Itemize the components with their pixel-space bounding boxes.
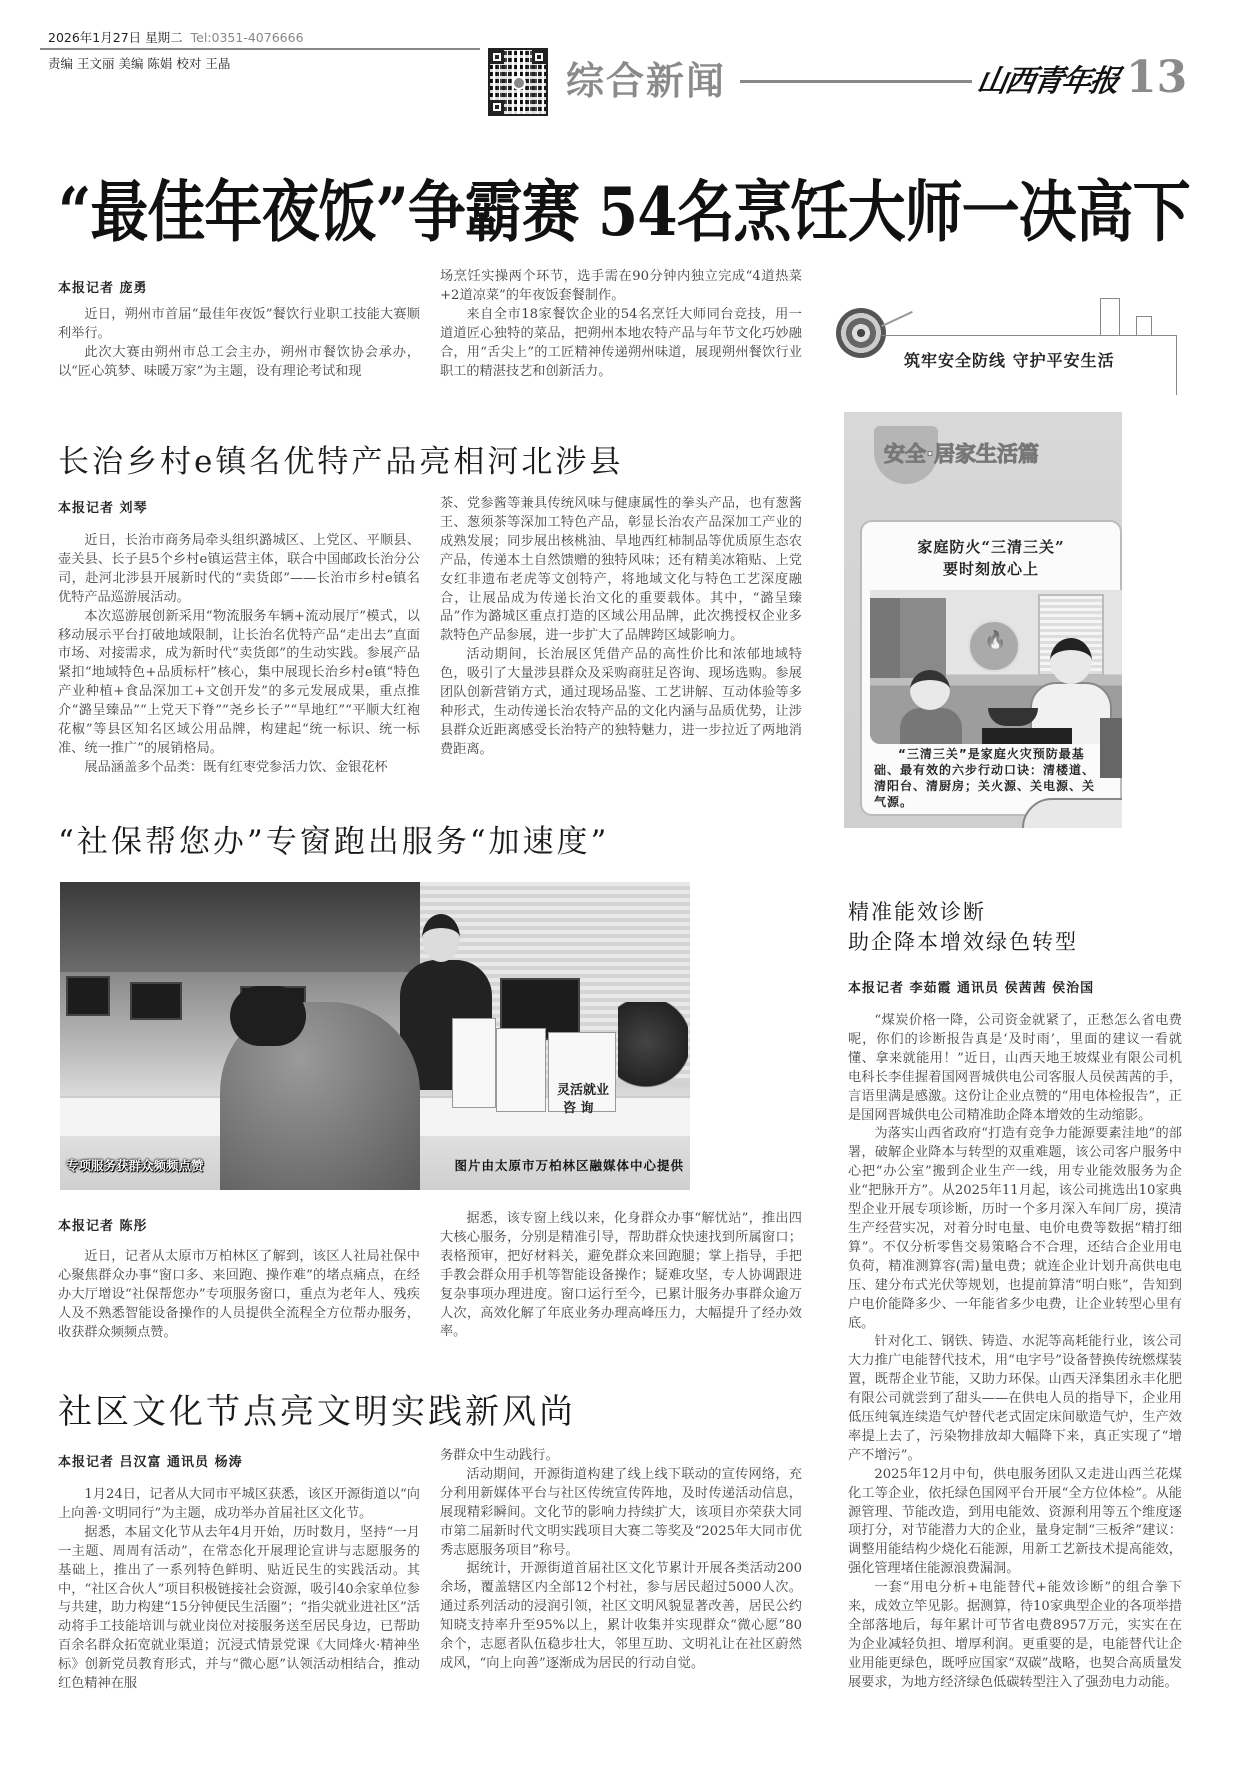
photo-credit: 图片由太原市万柏林区融媒体中心提供 [454,1158,684,1173]
poster-card-title: 家庭防火“三清三关” [917,538,1065,556]
building-outline [1100,298,1120,336]
paragraph: 茶、党参酱等兼具传统风味与健康属性的拳头产品，也有葱酱王、葱须茶等深加工特色产品，彰显长治农产品深加工产业的成熟发展；同步展出核桃油、旱地西红柿制品等优质原生态农产品，传递本土自然馈赠的独特风味；还有精美冰箱贴、上党女红非遗布老虎等文创特产，将地域文化与特色工艺深度融合，让展品成为传递长治文化的重要载体。其中，“潞呈臻品”作为潞城区重点打造的区域公用品牌，此次携授权企业多款特色产品参展，进一步扩大了品牌跨区域影响力。 [440,496,802,644]
paragraph: 本次巡游展创新采用“物流服务车辆+流动展厅”模式，以移动展示平台打破地域限制，让长治名优特产品“走出去”直面市场、对接需求，成为新时代“卖货郎”的生动实践。参展产品紧扣“地域特色+品质标杆”核心，集中展现长治乡村e镇“特色产业种植+食品深加工+文创开发”的多元发展成果，重点推介“潞呈臻品”“上党天下脊”“尧乡长子”“旱地红”“平顺大红袍花椒”等县区知名区域公用品牌，构建起“统一标识、统一标准、统一推广”的展销格局。 [58,608,420,756]
tel-text: Tel:0351-4076666 [190,30,304,45]
paragraph: 近日，朔州市首届“最佳年夜饭”餐饮行业职工技能大赛顺利举行。 [58,307,420,341]
article3-col2 [440,1210,802,1342]
article4-byline: 本报记者 吕汉富 通讯员 杨涛 [58,1455,243,1470]
section-title: 综合新闻 [566,58,727,103]
article1-headline: “最佳年夜饭”争霸赛 54名烹饪大师一决高下 [58,172,1190,252]
qr-code-icon[interactable] [488,48,548,116]
flexible-employment-sign: 灵活就业 咨 询 [548,1032,616,1112]
paragraph: 务群众中生动践行。 [440,1448,559,1463]
city-building-icon [1100,718,1122,778]
paragraph: 据悉，本届文化节从去年4月开始，历时数月，坚持“一月一主题、周周有活动”，在常态化开展理论宣讲与志愿服务的基础上，推出了一系列特色鲜明、贴近民生的实践活动。其中，“社区合伙人”项目积极链接社会资源，吸引40余家单位参与共建，助力构建“15分钟便民生活圈”；“指尖就业进社区”活动将手工技能培训与就业岗位对接服务送至居民身边，已帮助百余名群众拓宽就业渠道；沉浸式情景党课《大同烽火·精神坐标》创新党员教育形式，并与“微心愿”认领活动相结合，推动红色精神在服 [58,1524,420,1692]
poster-tip: “三清三关”是家庭火灾预防最基础、最有效的六步行动口诀：清楼道、清阳台、清厨房；关火源、关电源、关气源。 [874,747,1096,809]
article4-col1 [58,1486,420,1694]
article1-col1 [58,306,420,382]
article4-headline: 社区文化节点亮文明实践新风尚 [58,1392,576,1432]
safety-banner-text: 筑牢安全防线 守护平安生活 [904,351,1115,370]
paragraph: 一套“用电分析+电能替代+能效诊断”的组合拳下来，成效立竿见影。据测算，待10家典型企业的各项举措全部落地后，每年累计可节省电费8957万元，实实在在为企业减轻负担、增厚利润。更重要的是，电能替代让企业用能更绿色，既呼应国家“双碳”战略，也契合高质量发展要求，为地方经济绿色低碳转型注入了强劲电力动能。 [848,1580,1182,1690]
paragraph: 此次大赛由朔州市总工会主办，朔州市餐饮协会承办，以“匠心筑梦、味暖万家”为主题，设有理论考试和现 [58,344,420,379]
paragraph: 据统计，开源街道首届社区文化节累计开展各类活动200余场，覆盖辖区内全部12个村社，参与居民超过5000人次。通过系列活动的浸润引领，社区文明风貌显著改善，居民公约知晓支持率升至95%以上，累计收集并实现群众“微心愿”80余个，志愿者队伍稳步壮大，邻里互助、文明礼让在社区蔚然成风，“向上向善”逐渐成为居民的行动自觉。 [440,1561,802,1671]
article3-byline: 本报记者 陈彤 [58,1219,148,1234]
paragraph: 活动期间，开源街道构建了线上线下联动的宣传网络，充分利用新媒体平台与社区传统宣传阵地，及时传递活动信息，展现精彩瞬间。文化节的影响力持续扩大，该项目亦荣获大同市第二届新时代文明实践项目大赛二等奖及“2025年大同市优秀志愿服务项目”称号。 [440,1466,802,1558]
paragraph: 活动期间，长治展区凭借产品的高性价比和浓郁地域特色，吸引了大量涉县群众及采购商驻足咨询、现场选购。参展团队创新营销方式，通过现场品鉴、工艺讲解、互动体验等多种形式，生动传递长治农特产品的文化内涵与品质优势，让涉县群众近距离感受长治特产的独特魅力，进一步拉近了两地消费距离。 [440,647,802,757]
target-icon [836,308,886,358]
paragraph: “煤炭价格一降，公司资金就紧了，正愁怎么省电费呢，你们的诊断报告真是‘及时雨’，里面的建议一看就懂、拿来就能用！”近日，山西天地王坡煤业有限公司机电科长李佳握着国网晋城供电公司客服人员侯茜茜的手，言语里满是感激。这份让企业点赞的“用电体检报告”，正是国网晋城供电公司精准助企降本增效的生动缩影。 [848,1013,1182,1123]
article5-headline-line1: 精准能效诊断 [848,900,986,924]
article5-body [848,1012,1182,1693]
editor-credits: 责编 王文丽 美编 陈娟 校对 王晶 [48,56,231,71]
issue-date [48,28,304,46]
fire-icon [968,620,1020,672]
train-icon [1022,798,1122,828]
paragraph: 场烹饪实操两个环节，选手需在90分钟内独立完成“4道热菜+2道凉菜”的年夜饭套餐制作。 [440,269,802,303]
paragraph: 来自全市18家餐饮企业的54名烹饪大师同台竞技，用一道道匠心独特的菜品，把朔州本地农特产品与年节文化巧妙融合，用“舌尖上”的工匠精神传递朔州味道，展现朔州餐饮行业职工的精湛技艺和创新活力。 [440,306,802,379]
paragraph: 针对化工、钢铁、铸造、水泥等高耗能行业，该公司大力推广电能替代技术，用“电字号”设备替换传统燃煤装置，既帮企业节能，又助力环保。山西天泽集团永丰化肥有限公司就尝到了甜头——在供电人员的指导下，企业用低压纯氧连续造气炉替代老式固定床间歇造气炉，生产效率提上去了，污染物排放却大幅降下来，真正实现了“增产不增污”。 [848,1334,1182,1463]
banner-line [1176,335,1177,395]
poster-card-subtitle: 要时刻放心上 [942,560,1039,578]
kitchen-illustration [870,590,1122,744]
article3-headline: “社保帮您办”专窗跑出服务“加速度” [58,824,610,860]
article2-col2 [440,495,802,760]
poster-title: 安全·居家生活篇 [884,442,1039,466]
article3-col1 [58,1248,420,1343]
article2-col1 [58,532,420,778]
fire-safety-poster [844,412,1122,828]
date-text: 2026年1月27日 星期二 [48,30,183,45]
article5-headline-line2: 助企降本增效绿色转型 [848,930,1078,954]
page-number: 13 [1126,52,1188,103]
photo-caption: 专项服务获群众频频点赞 [66,1158,204,1173]
article5-byline: 本报记者 李茹霞 通讯员 侯茜茜 侯治国 [848,981,1095,996]
masthead-rule-right [740,80,972,83]
paragraph: 1月24日，记者从大同市平城区获悉，该区开源街道以“向上向善·文明同行”为主题，成功举办首届社区文化节。 [58,1487,420,1521]
article2-headline: 长治乡村e镇名优特产品亮相河北涉县 [58,444,624,480]
article2-byline: 本报记者 刘琴 [58,501,148,516]
article3-photo [60,882,690,1190]
paragraph: 近日，记者从太原市万柏林区了解到，该区人社局社保中心聚焦群众办事“窗口多、来回跑、操作难”的堵点痛点，在经办大厅增设“社保帮您办”专项服务窗口，重点为老年人、残疾人及不熟悉智能设备操作的人员提供全流程全方位帮办服务，收获群众频频点赞。 [58,1249,420,1340]
paragraph: 为落实山西省政府“打造有竞争力能源要素洼地”的部署，破解企业降本与转型的双重难题，该公司客户服务中心把“办公室”搬到企业生产一线，用专业能效服务为企业“把脉开方”。从2025年11月起，该公司挑选出10家典型企业开展专项诊断，历时一个多月深入车间厂房，摸清生产经营实况，对着分时电量、电价电费等数据“精打细算”。不仅分析零售交易策略合不合理，还结合企业用电负荷，精准测算容(需)量电费；就连企业计划升高供电电压、建分布式光伏等规划，也提前算清“明白账”，告知到户电价能降多少、一年能省多少电费，让企业转型心里有底。 [848,1126,1182,1331]
newspaper-logo: 山西青年报 [974,64,1121,99]
paragraph: 展品涵盖多个品类：既有红枣党参活力饮、金银花杯 [84,759,388,775]
paragraph: 近日，长治市商务局牵头组织潞城区、上党区、平顺县、壶关县、长子县5个乡村e镇运营主体，联合中国邮政长治分公司，赴河北涉县开展新时代的“卖货郎”——长治市乡村e镇名优特产品巡游展活动。 [58,533,420,605]
article1-col2 [440,268,802,381]
banner-line [880,335,1060,336]
banner-line [1060,335,1176,336]
article1-byline: 本报记者 庞勇 [58,281,148,296]
masthead-rule-left [40,48,480,50]
arrow-icon [881,311,913,327]
poster-card [860,520,1122,816]
paragraph: 2025年12月中旬，供电服务团队又走进山西兰花煤化工等企业，依托绿色国网平台开展“全方位体检”。从能源管理、节能改造，到用电能效、资源利用等五个维度逐项打分，对节能潜力大的企业，量身定制“三板斧”建议：调整用能结构少烧化石能源，用新工艺新技术提高能效，强化管理堵住能源浪费漏洞。 [848,1466,1182,1577]
paragraph: 据悉，该专窗上线以来，化身群众办事“解忧站”，推出四大核心服务，分别是精准引导，帮助群众快速找到所属窗口；表格预审，把好材料关，避免群众来回跑腿；掌上指导，手把手教会群众用手机等智能设备操作；疑难攻坚，专人协调跟进复杂事项办理进度。窗口运行至今，已累计服务办事群众逾万人次，高效化解了年底业务办理高峰压力，大幅提升了经办效率。 [440,1211,802,1340]
article4-col2 [440,1447,802,1674]
building-outline [1136,316,1152,336]
